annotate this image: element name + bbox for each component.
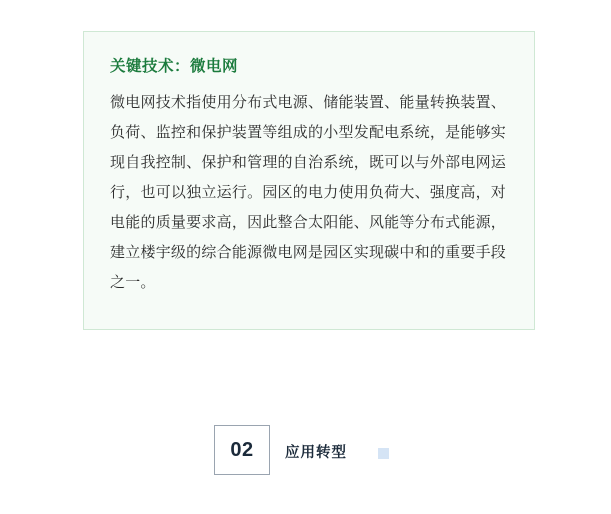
key-technology-callout (83, 31, 535, 330)
section-number: 02 (230, 438, 254, 461)
section-title: 应用转型 (285, 445, 347, 461)
section-accent-square (378, 448, 389, 459)
section-number-box (214, 425, 270, 475)
callout-body-text: 微电网技术指使用分布式电源、储能装置、能量转换装置、负荷、监控和保护装置等组成的小型发配电系统，是能够实现自我控制、保护和管理的自治系统，既可以与外部电网运行，也可以独立运行。园区的电力使用负荷大、强度高，对电能的质量要求高，因此整合太阳能、风能等分布式能源，建立楼宇级的综合能源微电网是园区实现碳中和的重要手段之一。 (110, 93, 506, 291)
callout-title: 关键技术：微电网 (110, 58, 239, 75)
section-header (214, 425, 474, 475)
